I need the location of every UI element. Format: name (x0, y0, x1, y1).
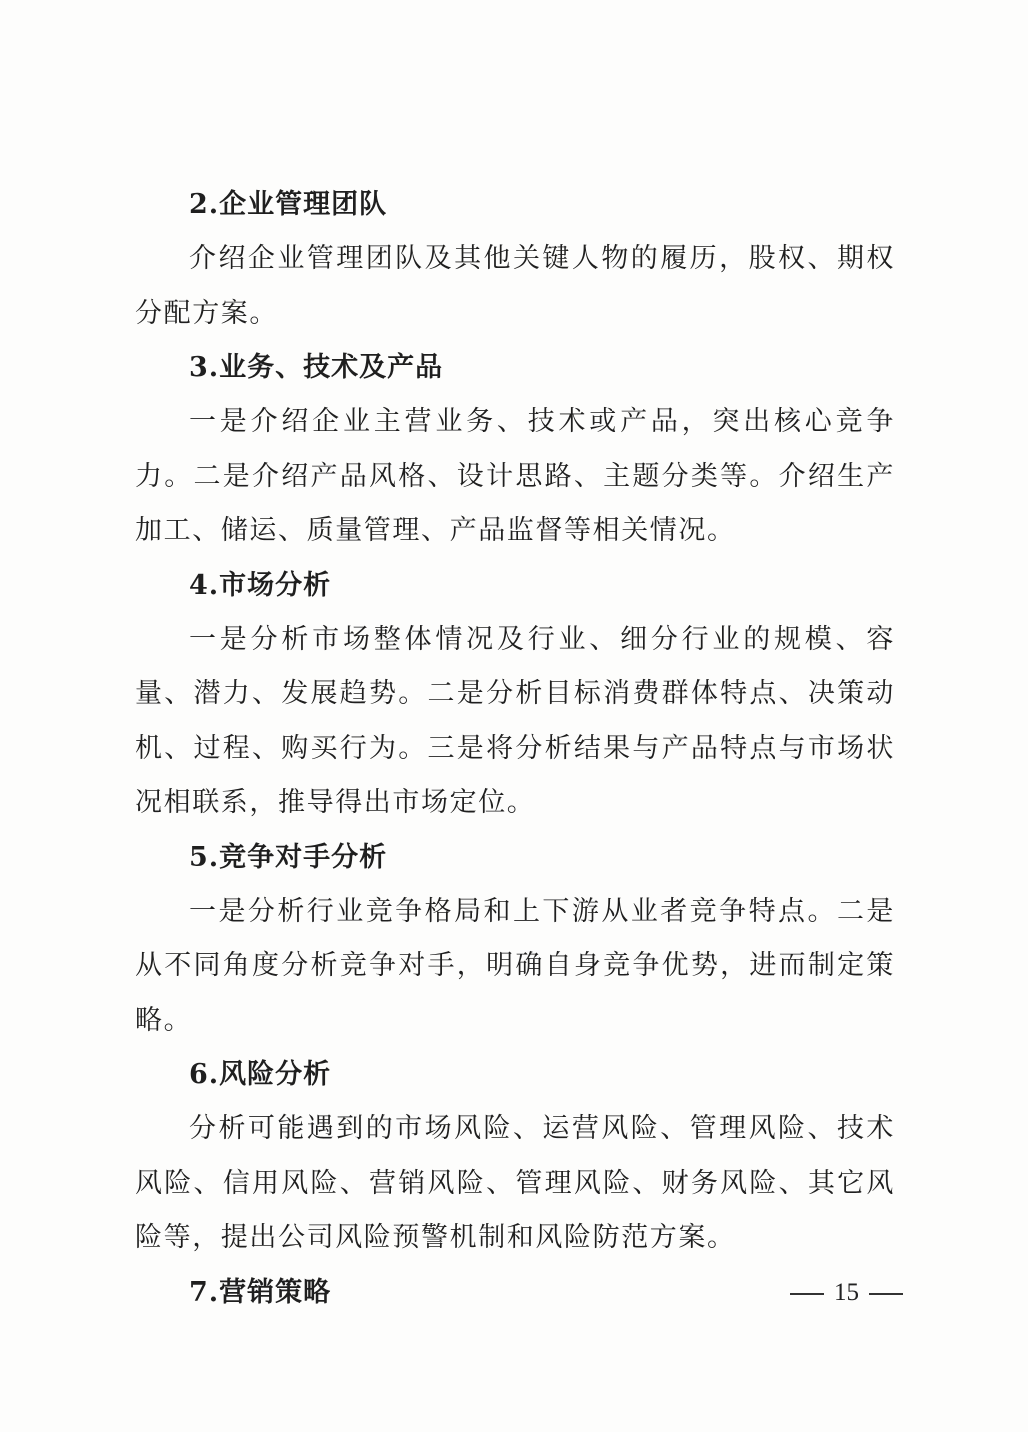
section-heading-business-tech-product: 3.业务、技术及产品 (189, 352, 444, 383)
page-footer (790, 1276, 900, 1310)
section-heading-management-team: 2.企业管理团队 (189, 189, 388, 220)
section-paragraph-competitor-analysis: 一是分析行业竞争格局和上下游从业者竞争特点。二是从不同角度分析竞争对手，明确自身竞争优势，进而制定策略。 (135, 895, 895, 1036)
page-number-right-dash (869, 1293, 903, 1295)
page-number: 15 (834, 1279, 859, 1306)
page-number-left-dash (790, 1293, 824, 1295)
section-paragraph-business-tech-product: 一是介绍企业主营业务、技术或产品，突出核心竞争力。二是介绍产品风格、设计思路、主题分类等。介绍生产加工、储运、质量管理、产品监督等相关情况。 (135, 406, 895, 546)
section-paragraph-management-team: 介绍企业管理团队及其他关键人物的履历，股权、期权分配方案。 (135, 243, 895, 329)
section-heading-market-analysis: 4.市场分析 (189, 569, 332, 601)
document-body (135, 178, 895, 1320)
section-heading-marketing-strategy: 7.营销策略 (189, 1276, 332, 1308)
section-heading-risk-analysis: 6.风险分析 (189, 1059, 332, 1090)
section-heading-competitor-analysis: 5.竞争对手分析 (189, 841, 388, 873)
section-paragraph-risk-analysis: 分析可能遇到的市场风险、运营风险、管理风险、技术风险、信用风险、营销风险、管理风险、财务风险、其它风险等，提出公司风险预警机制和风险防范方案。 (135, 1113, 895, 1253)
section-paragraph-market-analysis: 一是分析市场整体情况及行业、细分行业的规模、容量、潜力、发展趋势。二是分析目标消费群体特点、决策动机、过程、购买行为。三是将分析结果与产品特点与市场状况相联系，推导得出市场定位。 (135, 623, 895, 818)
